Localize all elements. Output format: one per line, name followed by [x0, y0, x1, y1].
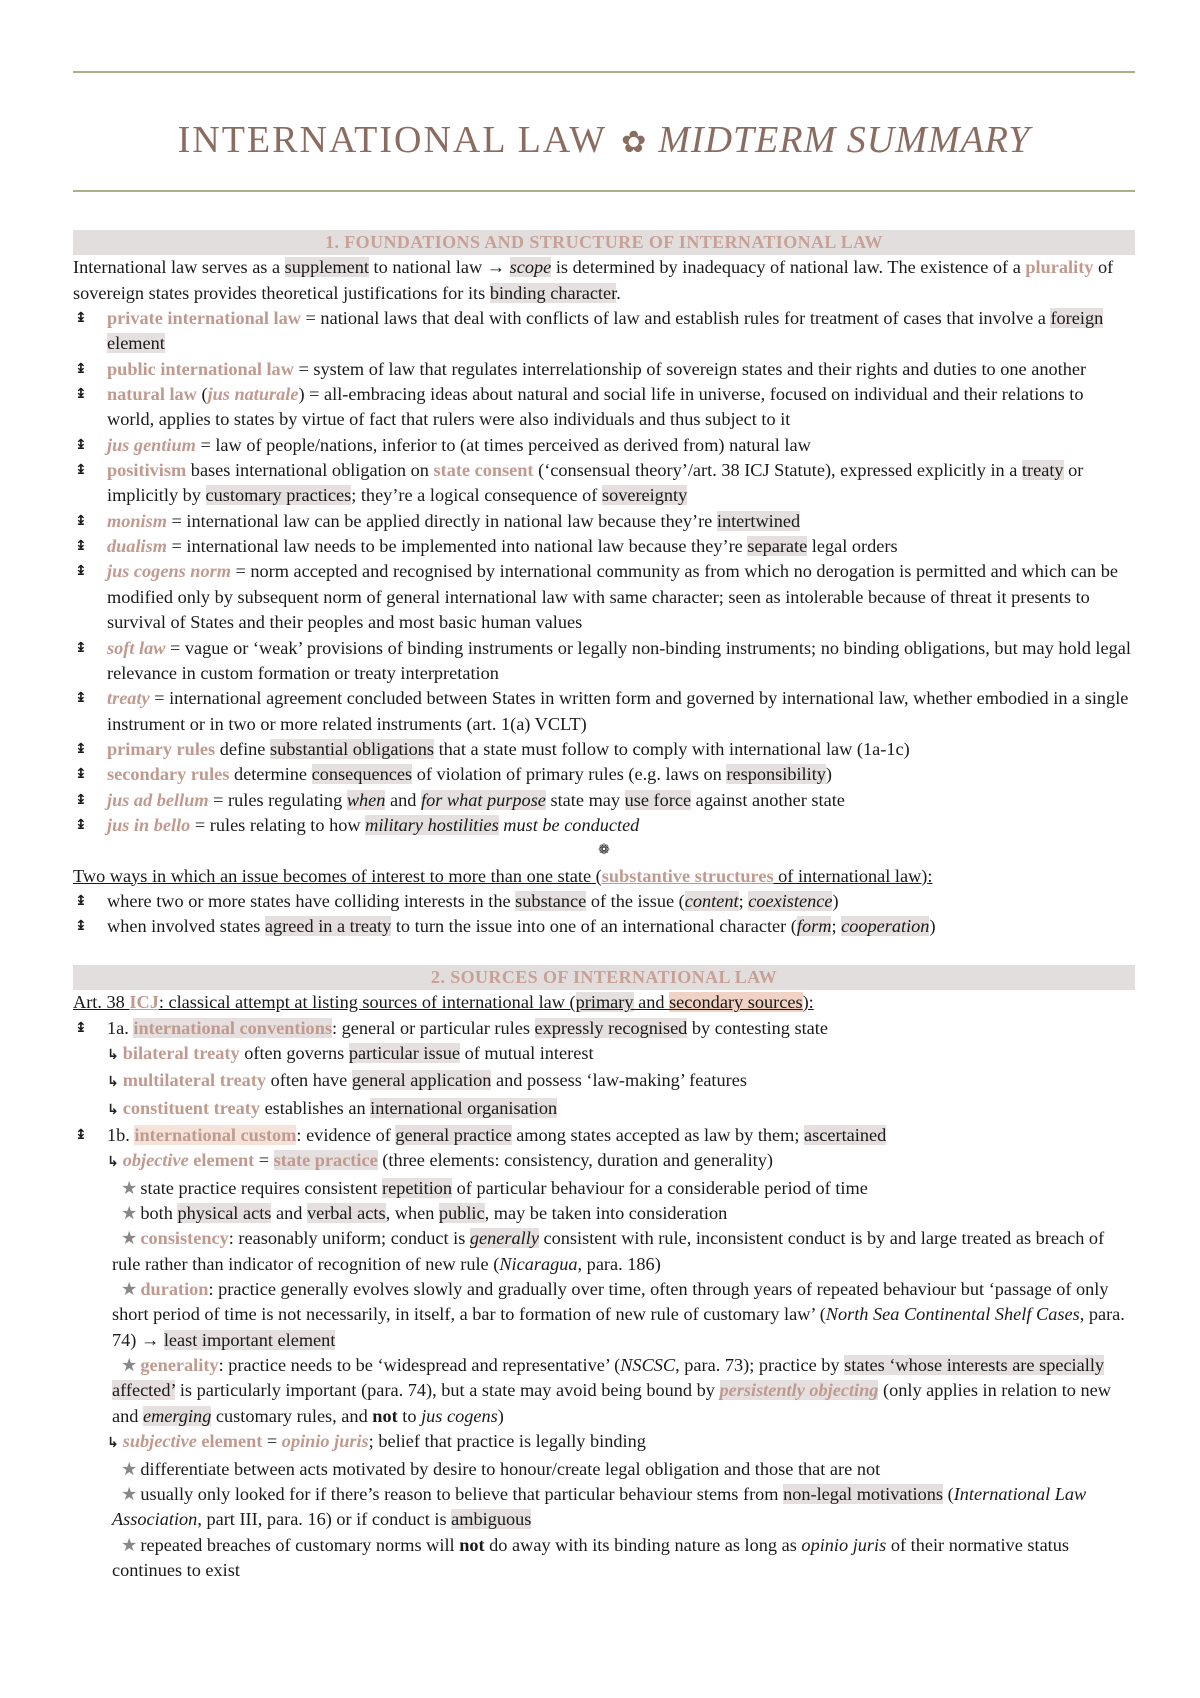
list-item: ↨ monism = international law can be applied directly in national law because they’re intertwined [73, 509, 1135, 534]
list-item: ↨ private international law = national laws that deal with conflicts of law and establish rules for treatment of cases that involve a foreign element [75, 308, 1104, 354]
list-item: ↨ where two or more states have colliding interests in the substance of the issue (content; coexistence) [73, 889, 1135, 914]
title-sub: MIDTERM SUMMARY [658, 119, 1031, 161]
list-item: ↨ jus in bello = rules relating to how military hostilities must be conducted [73, 813, 1135, 838]
bullet-icon: ↨ [75, 512, 87, 529]
sub-item: ↳ multilateral treaty often have general application and possess ‘law-making’ features [107, 1070, 747, 1091]
bullet-icon: ↨ [75, 639, 87, 656]
sub-item: ↳ objective element = state practice (three elements: consistency, duration and generality) [107, 1150, 773, 1171]
flower-separator-icon: ❁ [598, 842, 610, 859]
star-icon: ★ [121, 1458, 138, 1480]
star-item: ★ usually only looked for if there’s reason to believe that particular behaviour stems from non-legal motivations (International Law Association, part III, para. 16) or if conduct is ambiguous [112, 1483, 1087, 1530]
bullet-icon: ↨ [75, 563, 87, 580]
sub-arrow-icon: ↳ [107, 1074, 119, 1091]
star-item: ★ both physical acts and verbal acts, when public, may be taken into consideration [121, 1203, 728, 1225]
star-item: ★ duration: practice generally evolves slowly and gradually over time, often through years of repeated behaviour but ‘passage of only short period of time is not necessarily, in itself, a bar to formation of new rule of customary law’ (North Sea Continental Shelf Cases, para. 74) → least important element [112, 1279, 1125, 1350]
list-item: ↨ dualism = international law needs to be implemented into national law because they’re separate legal orders [73, 534, 1135, 559]
list-item: ↨ secondary rules determine consequences of violation of primary rules (e.g. laws on responsibility) [73, 762, 1135, 787]
list-item: ↨ 1b. international custom: evidence of general practice among states accepted as law by them; ascertained [73, 1123, 1135, 1148]
bullet-icon: ↨ [75, 538, 87, 555]
star-item: ★ state practice requires consistent repetition of particular behaviour for a considerable period of time [121, 1177, 868, 1199]
bullet-icon: ↨ [75, 918, 87, 935]
bullet-icon: ↨ [75, 386, 87, 403]
bullet-icon: ↨ [75, 740, 87, 757]
star-icon: ★ [121, 1534, 138, 1556]
list-item: ↨ public international law = system of law that regulates interrelationship of sovereign states and their rights and duties to one another [73, 357, 1135, 382]
arrow-icon: → [140, 1329, 160, 1350]
bullet-icon: ↨ [75, 360, 87, 377]
sub-arrow-icon: ↳ [107, 1154, 119, 1171]
list-item: ↨ positivism bases international obligation on state consent (‘consensual theory’/art. 38 ICJ Statute), expressed explicitly in a treaty or implicitly by customary practices; they’re a logical consequence of sovereignty [75, 460, 1084, 506]
sub-arrow-icon: ↳ [107, 1101, 119, 1118]
page-title [73, 118, 1135, 162]
title-main: INTERNATIONAL LAW [177, 119, 608, 161]
list-item: ↨ treaty = international agreement concluded between States in written form and governed by international law, whether embodied in a single instrument or in two or more related instruments (art. 1(a) VCLT) [75, 688, 1129, 734]
list-item: ↨ primary rules define substantial obligations that a state must follow to comply with international law (1a-1c) [73, 737, 1135, 762]
list-item: ↨ jus cogens norm = norm accepted and recognised by international community as from which no derogation is permitted and which can be modified only by subsequent norm of general international law with same character; seen as intolerable because of threat it presents to survival of States and their peoples and most basic human values [75, 561, 1118, 633]
arrow-icon: → [486, 257, 506, 278]
document-body [73, 230, 1135, 1583]
sub-arrow-icon: ↳ [107, 1047, 119, 1063]
intro-paragraph: International law serves as a supplement to national law → scope is determined by inadequacy of national law. The existence of a plurality of sovereign states provides theoretical justifications for its binding character. [73, 257, 1114, 303]
sub-arrow-icon: ↳ [107, 1435, 119, 1452]
bullet-icon: ↨ [75, 791, 87, 808]
bullet-icon: ↨ [75, 892, 87, 909]
star-icon: ★ [121, 1203, 138, 1225]
star-icon: ★ [121, 1483, 138, 1505]
list-item: ↨ natural law (jus naturale) = all-embracing ideas about natural and social life in universe, focused on individual and their relations to world, applies to states by virtue of fact that rulers were also individuals and thus subject to it [75, 384, 1084, 430]
star-icon: ★ [121, 1177, 138, 1199]
flower-icon: ✿ [621, 125, 649, 160]
bullet-icon: ↨ [75, 1019, 87, 1036]
bullet-icon: ↨ [75, 816, 87, 833]
star-item: ★ repeated breaches of customary norms will not do away with its binding nature as long as opinio juris of their normative status continues to exist [112, 1534, 1070, 1580]
star-icon: ★ [121, 1355, 138, 1377]
top-rule [73, 71, 1135, 73]
section-heading: 1. FOUNDATIONS AND STRUCTURE OF INTERNATIONAL LAW [73, 230, 1135, 255]
bullet-icon: ↨ [75, 436, 87, 453]
title-rule [73, 190, 1135, 192]
bullet-icon: ↨ [75, 690, 87, 707]
star-icon: ★ [121, 1279, 138, 1301]
bullet-icon: ↨ [75, 766, 87, 783]
art38-heading: Art. 38 ICJ: classical attempt at listing sources of international law (primary and secondary sources): [73, 992, 814, 1013]
list-item: ↨ 1a. international conventions: general or particular rules expressly recognised by contesting state [73, 1016, 1135, 1041]
star-item: ★ differentiate between acts motivated by desire to honour/create legal obligation and those that are not [121, 1458, 881, 1480]
two-ways-heading: Two ways in which an issue becomes of interest to more than one state (substantive structures of international law): [73, 865, 933, 886]
list-item: ↨ jus ad bellum = rules regulating when and for what purpose state may use force against another state [73, 788, 1135, 813]
sub-item: ↳ constituent treaty establishes an international organisation [107, 1097, 558, 1118]
list-item: ↨ soft law = vague or ‘weak’ provisions of binding instruments or legally non-binding instruments; no binding obligations, but may hold legal relevance in custom formation or treaty interpretation [75, 637, 1131, 683]
section-heading: 2. SOURCES OF INTERNATIONAL LAW [73, 965, 1135, 990]
sub-item: ↳ subjective element = opinio juris; belief that practice is legally binding [107, 1431, 646, 1452]
bullet-icon: ↨ [75, 462, 87, 479]
bullet-icon: ↨ [75, 1127, 87, 1144]
star-item: ★ generality: practice needs to be ‘widespread and representative’ (NSCSC, para. 73); practice by states ‘whose interests are specially affected’ is particularly important (para. 74), but a state may avoid being bound by persistently objecting (only applies in relation to new and emerging customary rules, and not to jus cogens) [112, 1355, 1111, 1426]
star-item: ★ consistency: reasonably uniform; conduct is generally consistent with rule, inconsistent conduct is by and large treated as breach of rule rather than indicator of recognition of new rule (Nicaragua, para. 186) [112, 1228, 1105, 1274]
sub-item: ↳ bilateral treaty often governs particular issue of mutual interest [107, 1043, 594, 1063]
spacer [73, 940, 1135, 965]
star-icon: ★ [121, 1228, 138, 1250]
list-item: ↨ when involved states agreed in a treaty to turn the issue into one of an international character (form; cooperation) [73, 914, 1135, 939]
list-item: ↨ jus gentium = law of people/nations, inferior to (at times perceived as derived from) natural law [73, 433, 1135, 458]
bullet-icon: ↨ [75, 310, 87, 327]
